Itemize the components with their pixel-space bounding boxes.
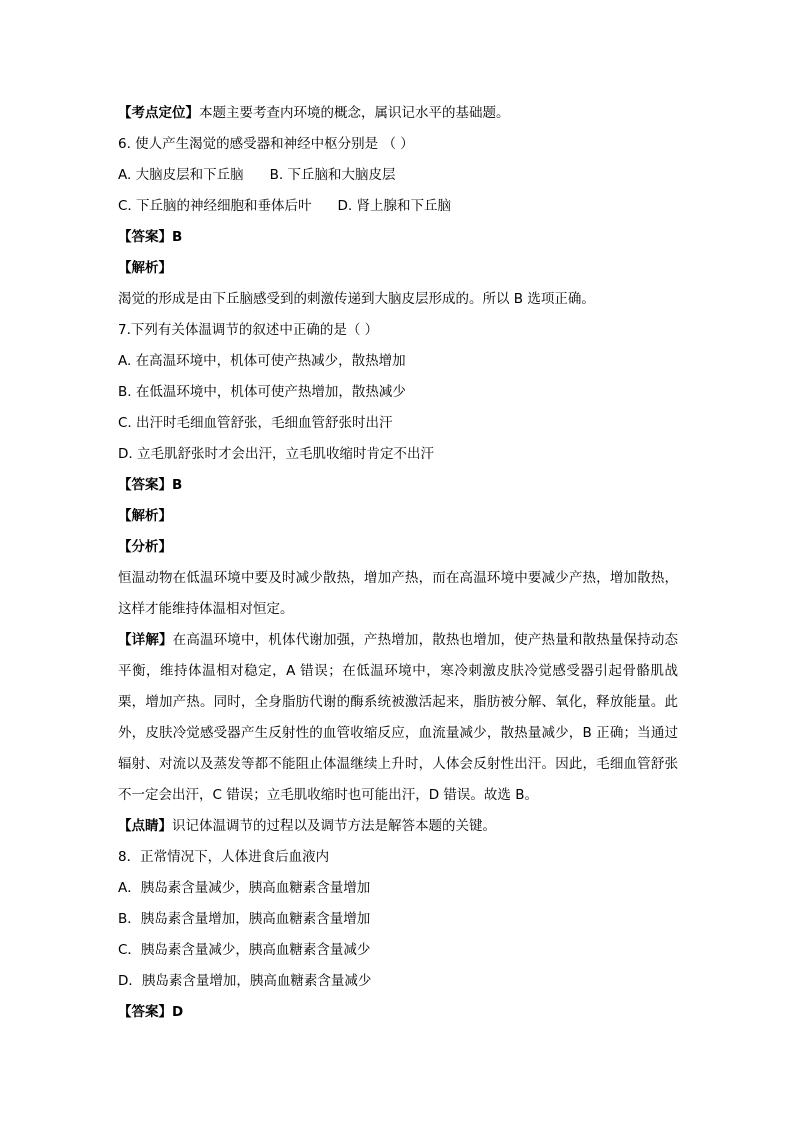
q8-option-a: A．胰岛素含量减少，胰高血糖素含量增加 [118, 880, 371, 896]
q7-xiangjie-tag: 【详解】 [118, 632, 173, 648]
q8-option-c: C．胰岛素含量减少，胰高血糖素含量减少 [118, 942, 371, 958]
q6-analysis-tag: 【解析】 [118, 260, 172, 276]
q6-explanation: 渴觉的形成是由下丘脑感受到的刺激传递到大脑皮层形成的。所以 B 选项正确。 [118, 291, 595, 307]
q6-options-ab [118, 165, 395, 185]
q8-option-d: D．胰岛素含量增加，胰高血糖素含量减少 [118, 973, 372, 989]
kaodian-line [118, 103, 510, 123]
q7-dianjing-text: 识记体温调节的过程以及调节方法是解答本题的关键。 [172, 818, 496, 834]
kaodian-tag: 【考点定位】 [118, 105, 199, 121]
q7-dianjing-line [118, 816, 496, 836]
q7-option-c: C. 出汗时毛细血管舒张，毛细血管舒张时出汗 [118, 415, 393, 431]
q7-stem: 7.下列有关体温调节的叙述中正确的是（ ） [118, 322, 379, 338]
q7-option-b: B. 在低温环境中，机体可使产热增加，散热减少 [118, 384, 406, 400]
q7-option-a: A. 在高温环境中，机体可使产热减少，散热增加 [118, 353, 406, 369]
q6-stem: 6. 使人产生渴觉的感受器和神经中枢分别是 （ ） [118, 136, 414, 152]
q7-fenxi-text: 恒温动物在低温环境中要及时减少散热，增加产热，而在高温环境中要减少产热，增加散热，这样才能维持体温相对恒定。 [118, 570, 678, 617]
q6-option-a: A. 大脑皮层和下丘脑 [118, 167, 244, 183]
q6-option-d: D. 肾上腺和下丘脑 [337, 198, 451, 214]
q6-options-cd [118, 196, 451, 216]
q8-stem: 8．正常情况下，人体进食后血液内 [118, 849, 330, 865]
q7-option-d: D. 立毛肌舒张时才会出汗，立毛肌收缩时肯定不出汗 [118, 446, 434, 462]
q7-xiangjie-text: 在高温环境中，机体代谢加强，产热增加，散热也增加，使产热量和散热量保持动态平衡，维持体温相对稳定，A 错误；在低温环境中，寒冷刺激皮肤冷觉感受器引起骨骼肌战栗，增加产热。同时，全身脂肪代谢的酶系统被激活起来，脂肪被分解、氧化，释放能量。此外，皮肤冷觉感受器产生反射性的血管收缩反应，血流量减少，散热量减少，B 正确；当通过辐射、对流以及蒸发等都不能阻止体温继续上升时，人体会反射性出汗。因此，毛细血管舒张不一定会出汗，C 错误；立毛肌收缩时也可能出汗，D 错误。故选 B。 [118, 632, 679, 803]
q6-option-c: C. 下丘脑的神经细胞和垂体后叶 [118, 198, 312, 214]
q6-answer: 【答案】B [118, 229, 183, 245]
kaodian-text: 本题主要考查内环境的概念，属识记水平的基础题。 [199, 105, 510, 121]
q8-option-b: B．胰岛素含量增加，胰高血糖素含量增加 [118, 911, 371, 927]
q6-option-b: B. 下丘脑和大脑皮层 [269, 167, 396, 183]
q7-fenxi-tag: 【分析】 [118, 539, 172, 555]
q7-answer: 【答案】B [118, 477, 183, 493]
q7-dianjing-tag: 【点睛】 [118, 818, 172, 834]
q8-answer: 【答案】D [118, 1004, 184, 1020]
q7-xiangjie-paragraph [118, 625, 678, 811]
q7-analysis-tag: 【解析】 [118, 508, 172, 524]
